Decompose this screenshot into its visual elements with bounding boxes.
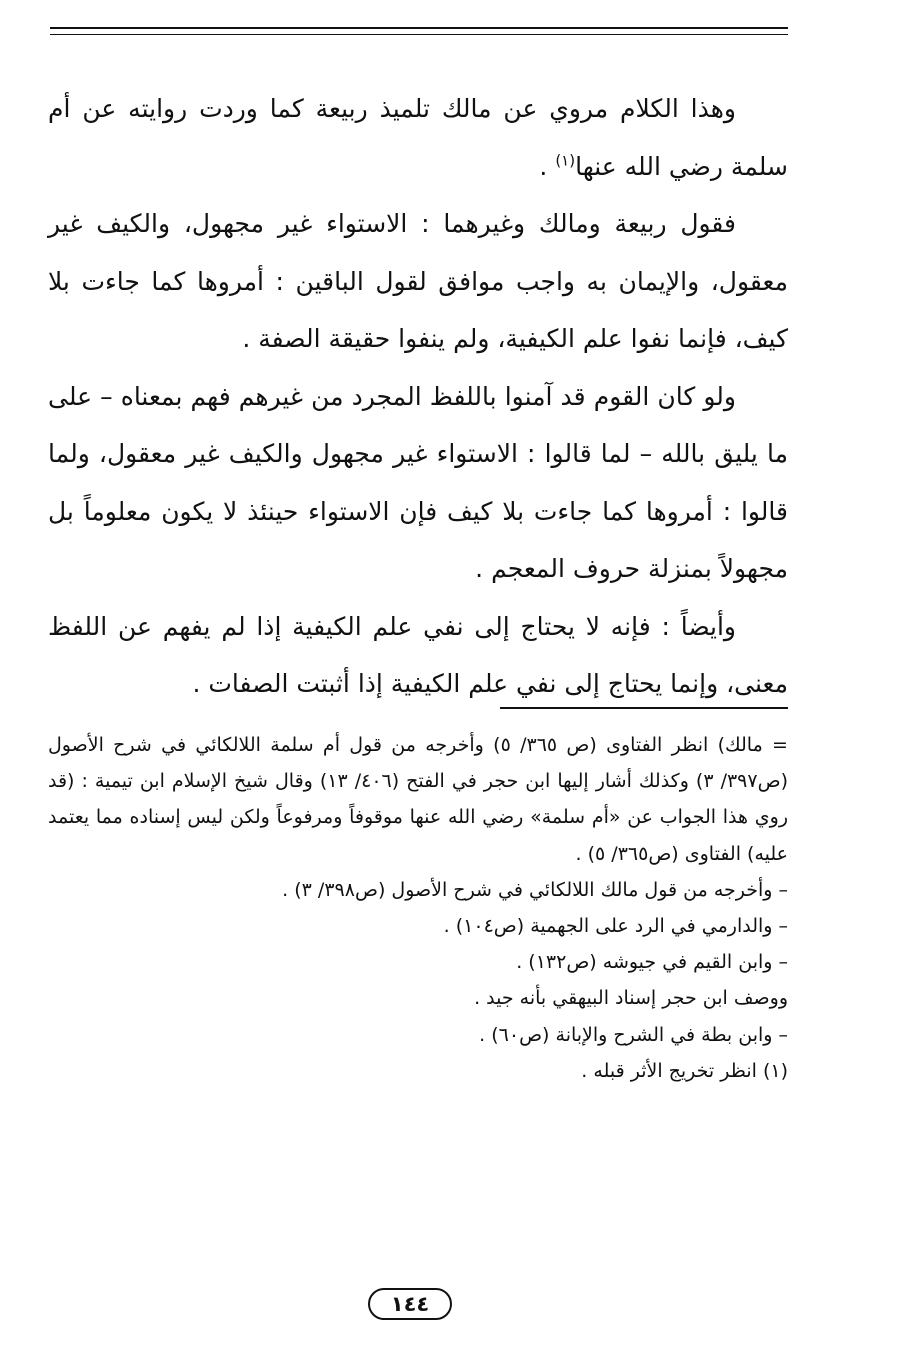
body-paragraph-1-end: . xyxy=(539,151,556,181)
footnote-reference: (١) xyxy=(555,151,576,170)
footnote-1: = مالك) انظر الفتاوى (ص ٣٦٥/ ٥) وأخرجه من قول أم سلمة اللالكائي في شرح الأصول (ص٣٩٧/ ٣) وكذلك أشار إليها ابن حجر في الفتح (٤٠٦/ ١٣) وقال شيخ الإسلام ابن تيمية : (قد روي هذا الجواب عن «أم سلمة» رضي الله عنها موقوفاً ومرفوعاً ولكن ليس إسناده مما يعتمد عليه) الفتاوى (ص٣٦٥/ ٥) . xyxy=(48,734,788,865)
main-text xyxy=(48,80,788,713)
header-rule-thick xyxy=(50,27,788,29)
body-paragraph-3: ولو كان القوم قد آمنوا باللفظ المجرد من غيرهم فهم بمعناه – على ما يليق بالله – لما قالوا : الاستواء غير مجهول والكيف غير معقول، ولما قالوا : أمروها كما جاءت بلا كيف فإن الاستواء حينئذ لا يكون معلوماً بل مجهولاً بمنزلة حروف المعجم . xyxy=(48,381,788,583)
body-paragraph-4: وأيضاً : فإنه لا يحتاج إلى نفي علم الكيفية إذا لم يفهم عن اللفظ معنى، وإنما يحتاج إلى نفي علم الكيفية إذا أثبتت الصفات . xyxy=(48,611,788,698)
footnote-7: (١) انظر تخريج الأثر قبله . xyxy=(581,1059,788,1082)
footnotes xyxy=(48,727,788,1089)
body-paragraph-1 xyxy=(48,80,788,195)
page-number: ١٤٤ xyxy=(368,1288,452,1320)
body-paragraph-2: فقول ربيعة ومالك وغيرهما : الاستواء غير مجهول، والكيف غير معقول، والإيمان به واجب موافق لقول الباقين : أمروها كما جاءت بلا كيف، فإنما نفوا علم الكيفية، ولم ينفوا حقيقة الصفة . xyxy=(48,209,788,353)
footnote-6: – وابن بطة في الشرح والإبانة (ص٦٠) . xyxy=(479,1023,788,1046)
header-rule-thin xyxy=(50,34,788,35)
footnote-5: ووصف ابن حجر إسناد البيهقي بأنه جيد . xyxy=(474,987,788,1010)
footnote-2: – وأخرجه من قول مالك اللالكائي في شرح الأصول (ص٣٩٨/ ٣) . xyxy=(282,878,788,901)
body-paragraph-1-text: وهذا الكلام مروي عن مالك تلميذ ربيعة كما وردت روايته عن أم سلمة رضي الله عنها xyxy=(48,94,788,181)
footnote-4: – وابن القيم في جيوشه (ص١٣٢) . xyxy=(516,951,788,974)
footnote-separator xyxy=(500,707,788,709)
footnote-3: – والدارمي في الرد على الجهمية (ص١٠٤) . xyxy=(443,915,788,938)
